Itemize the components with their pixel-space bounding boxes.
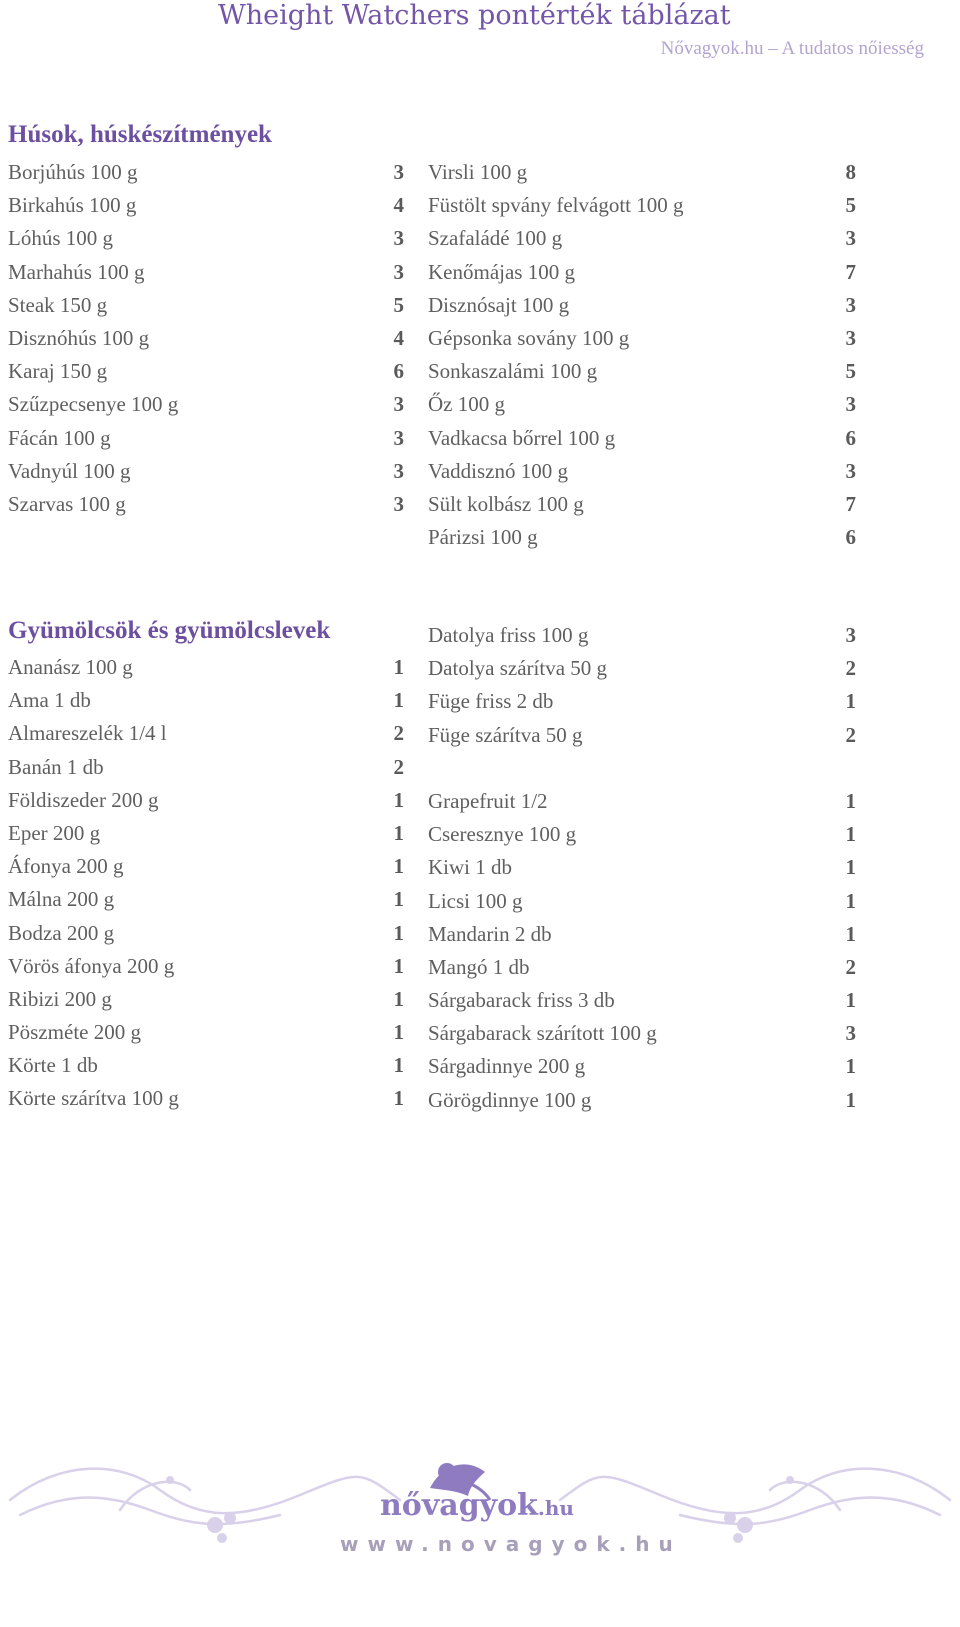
table-row [8, 355, 404, 388]
food-name: Mangó 1 db [428, 954, 530, 979]
food-name: Borjúhús 100 g [8, 160, 138, 184]
food-name: Eper 200 g [8, 820, 101, 845]
food-name: Sárgadinnye 200 g [428, 1054, 586, 1079]
food-name: Földiszeder 200 g [8, 787, 159, 812]
point-value: 8 [845, 160, 856, 184]
table-row [8, 983, 404, 1016]
food-name: Mandarin 2 db [428, 921, 552, 946]
food-name: Birkahús 100 g [8, 193, 137, 218]
point-value: 1 [845, 888, 856, 913]
point-value: 2 [845, 954, 856, 979]
food-name: Körte szárítva 100 g [8, 1086, 179, 1111]
point-value: 1 [393, 1086, 404, 1111]
point-value: 1 [393, 787, 404, 812]
point-value: 5 [393, 292, 404, 317]
meats-left-column [8, 156, 404, 521]
point-value: 3 [393, 259, 404, 284]
point-value: 1 [393, 655, 404, 679]
table-row [428, 685, 856, 718]
food-name: Datolya szárítva 50 g [428, 656, 608, 681]
food-name: Vörös áfonya 200 g [8, 953, 175, 978]
table-row [428, 189, 856, 222]
point-value: 1 [393, 820, 404, 845]
point-value: 3 [393, 392, 404, 417]
point-value: 3 [845, 623, 856, 647]
point-value: 5 [845, 359, 856, 384]
food-name: Áfonya 200 g [8, 854, 124, 879]
table-row [428, 652, 856, 685]
logo-url: www.novagyok.hu [340, 1532, 682, 1556]
table-row [428, 355, 856, 388]
food-name: Cseresznye 100 g [428, 822, 577, 847]
food-name: Vadkacsa bőrrel 100 g [428, 425, 616, 450]
table-row [8, 156, 404, 189]
food-name: Datolya friss 100 g [428, 623, 589, 647]
food-name: Sárgabarack szárított 100 g [428, 1021, 657, 1046]
food-name: Párizsi 100 g [428, 525, 538, 550]
point-value: 3 [845, 226, 856, 251]
food-name: Málna 200 g [8, 887, 115, 912]
logo-suffix: .hu [537, 1496, 574, 1520]
food-name: Szűzpecsenye 100 g [8, 392, 179, 417]
table-row [8, 717, 404, 750]
food-name: Kenőmájas 100 g [428, 259, 575, 284]
food-name: Marhahús 100 g [8, 259, 145, 284]
point-value: 6 [845, 525, 856, 550]
table-row [428, 289, 856, 322]
food-name: Ananász 100 g [8, 655, 133, 679]
food-name: Bodza 200 g [8, 920, 115, 945]
food-name: Sonkaszalámi 100 g [428, 359, 598, 384]
food-name: Virsli 100 g [428, 160, 528, 184]
table-row [428, 818, 856, 851]
table-row [8, 422, 404, 455]
point-value: 4 [393, 193, 404, 218]
point-value: 5 [845, 193, 856, 218]
food-name: Körte 1 db [8, 1053, 98, 1078]
table-row [428, 488, 856, 521]
point-value: 7 [845, 259, 856, 284]
table-row [8, 850, 404, 883]
food-name: Disznósajt 100 g [428, 292, 570, 317]
fruits-heading: Gyümölcsök és gyümölcslevek [8, 617, 331, 644]
table-row [8, 751, 404, 784]
point-value: 2 [393, 754, 404, 779]
table-row [8, 189, 404, 222]
point-value: 1 [393, 688, 404, 713]
food-name: Pöszméte 200 g [8, 1020, 141, 1045]
food-name: Lóhús 100 g [8, 226, 113, 251]
table-row [428, 785, 856, 818]
food-name: Grapefruit 1/2 [428, 788, 548, 813]
point-value: 1 [393, 920, 404, 945]
point-value: 3 [845, 392, 856, 417]
point-value: 3 [393, 458, 404, 483]
point-value: 1 [393, 986, 404, 1011]
table-row [428, 951, 856, 984]
table-row [428, 222, 856, 255]
point-value: 3 [393, 160, 404, 184]
point-value: 6 [845, 425, 856, 450]
point-value: 2 [393, 721, 404, 746]
point-value: 1 [845, 921, 856, 946]
food-name: Kiwi 1 db [428, 855, 512, 880]
table-row [428, 885, 856, 918]
point-value: 3 [845, 1021, 856, 1046]
table-row [428, 752, 856, 785]
food-name: Szafaládé 100 g [428, 226, 563, 251]
table-row [8, 883, 404, 916]
food-name: Karaj 150 g [8, 359, 108, 384]
table-row [428, 521, 856, 554]
table-row [8, 1016, 404, 1049]
food-name: Szarvas 100 g [8, 491, 126, 516]
food-name: Gépsonka sovány 100 g [428, 325, 630, 350]
table-row [428, 851, 856, 884]
food-name: Banán 1 db [8, 754, 104, 779]
table-row [428, 256, 856, 289]
point-value: 3 [393, 425, 404, 450]
table-row [428, 619, 856, 652]
food-name: Licsi 100 g [428, 888, 523, 913]
table-row [8, 455, 404, 488]
food-name: Füstölt spvány felvágott 100 g [428, 193, 684, 218]
point-value: 1 [393, 953, 404, 978]
point-value: 1 [845, 855, 856, 880]
table-row [428, 455, 856, 488]
table-row [8, 1082, 404, 1115]
table-row [428, 984, 856, 1017]
point-value: 3 [845, 292, 856, 317]
logo-text: nővagyok [380, 1488, 538, 1523]
food-name: Ribizi 200 g [8, 986, 112, 1011]
point-value: 3 [845, 325, 856, 350]
point-value: 4 [393, 325, 404, 350]
meats-right-column [428, 156, 856, 554]
footer-swirl-decoration [0, 1440, 960, 1622]
fruits-right-column [428, 619, 856, 1117]
point-value: 6 [393, 359, 404, 384]
table-row [8, 289, 404, 322]
table-row [428, 1017, 856, 1050]
food-name: Őz 100 g [428, 392, 505, 417]
table-row [8, 684, 404, 717]
point-value: 1 [845, 1087, 856, 1112]
table-row [428, 422, 856, 455]
point-value: 3 [845, 458, 856, 483]
point-value: 1 [393, 854, 404, 879]
point-value: 2 [845, 656, 856, 681]
table-row [428, 322, 856, 355]
table-row [428, 1084, 856, 1117]
table-row [8, 784, 404, 817]
point-value: 1 [845, 788, 856, 813]
point-value: 3 [393, 226, 404, 251]
point-value: 1 [393, 887, 404, 912]
table-row [8, 651, 404, 684]
table-row [8, 1049, 404, 1082]
point-value: 1 [393, 1053, 404, 1078]
table-row [428, 156, 856, 189]
food-name: Füge friss 2 db [428, 689, 554, 714]
table-row [8, 950, 404, 983]
footer-logo [0, 1440, 960, 1622]
food-name: Vaddisznó 100 g [428, 458, 568, 483]
food-name: Almareszelék 1/4 l [8, 721, 167, 746]
page-title: Wheight Watchers pontérték táblázat [218, 0, 731, 31]
point-value: 1 [845, 689, 856, 714]
point-value: 1 [845, 1054, 856, 1079]
food-name: Steak 150 g [8, 292, 108, 317]
fruits-left-column [8, 651, 404, 1116]
point-value: 7 [845, 491, 856, 516]
page-subtitle: Nővagyok.hu – A tudatos nőiesség [660, 38, 924, 59]
table-row [8, 917, 404, 950]
table-row [8, 388, 404, 421]
meats-heading: Húsok, húskészítmények [8, 121, 272, 148]
food-name: Sült kolbász 100 g [428, 491, 584, 516]
food-name: Ama 1 db [8, 688, 91, 713]
food-name: Fácán 100 g [8, 425, 111, 450]
point-value: 2 [845, 722, 856, 747]
table-row [428, 388, 856, 421]
table-row [8, 256, 404, 289]
food-name: Disznóhús 100 g [8, 325, 150, 350]
food-name: Vadnyúl 100 g [8, 458, 131, 483]
table-row [8, 322, 404, 355]
table-row [8, 817, 404, 850]
food-name: Füge szárítva 50 g [428, 722, 583, 747]
point-value: 1 [845, 988, 856, 1013]
point-value: 3 [393, 491, 404, 516]
table-row [8, 488, 404, 521]
food-name: Sárgabarack friss 3 db [428, 988, 615, 1013]
table-row [428, 918, 856, 951]
table-row [428, 1050, 856, 1083]
point-value: 1 [845, 822, 856, 847]
table-row [8, 222, 404, 255]
food-name: Görögdinnye 100 g [428, 1087, 592, 1112]
table-row [428, 719, 856, 752]
point-value: 1 [393, 1020, 404, 1045]
